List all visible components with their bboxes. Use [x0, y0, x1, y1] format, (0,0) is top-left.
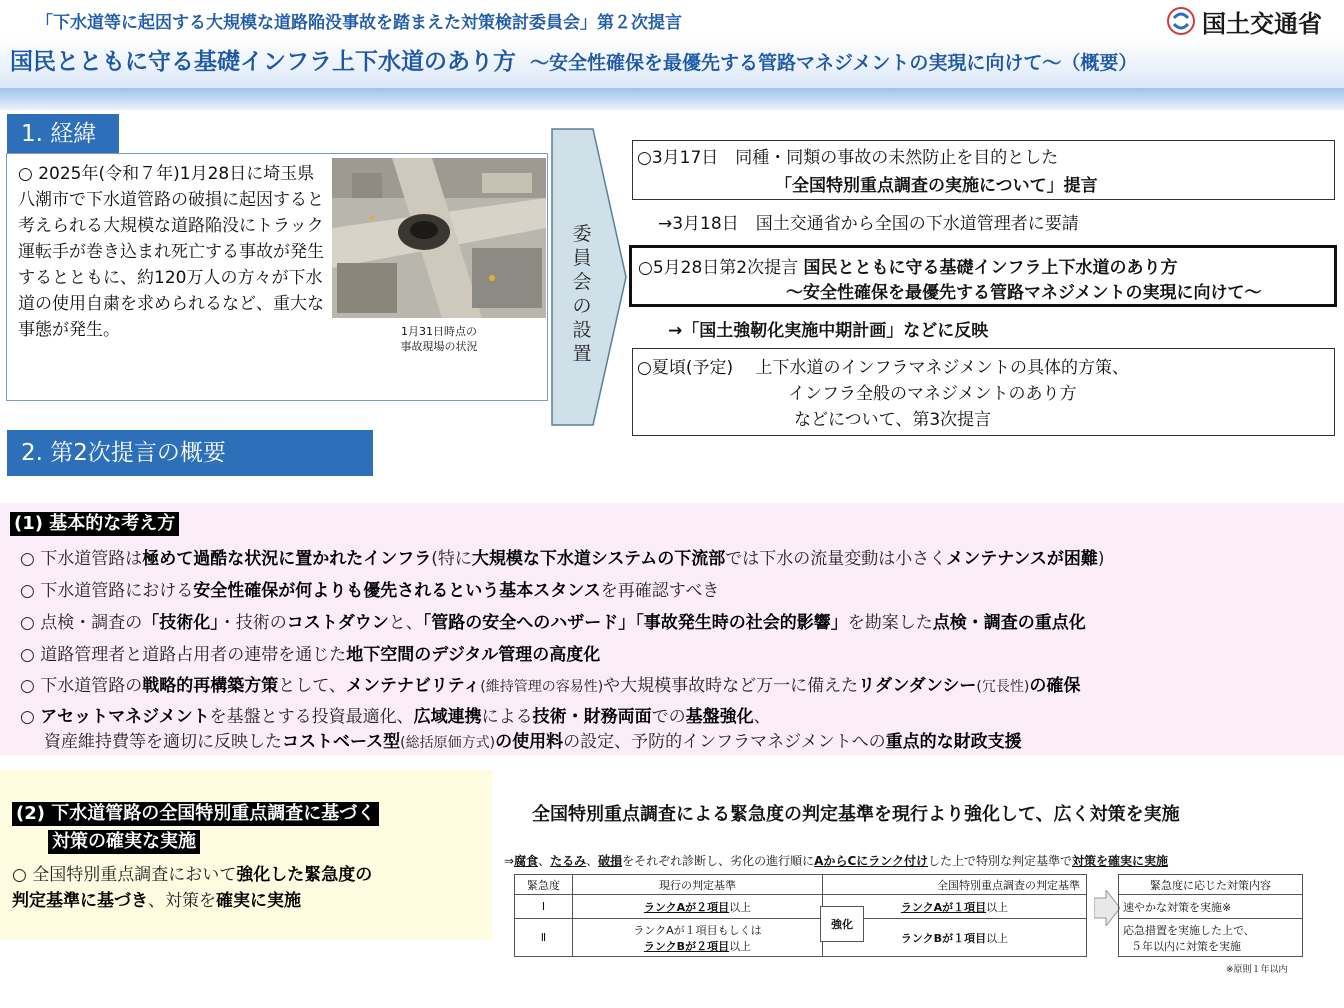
- note-t: ⇒: [504, 854, 515, 868]
- note-u: 腐食: [514, 854, 539, 868]
- p6-b: 基盤強化: [685, 707, 754, 727]
- p4-t: ○ 道路管理者と道路占用者の連帯を通じた: [20, 645, 347, 665]
- p1-b: メンテナンスが困難: [946, 549, 1098, 569]
- principle-3: [20, 608, 1086, 633]
- background-text: ○ 2025年(令和７年)1月28日に埼玉県八潮市で下水道管路の破損に起因すると考えられる大規模な道路陥没にトラック運転手が巻き込まれ死亡する事故が発生するとともに、約120万人の方々が下水道の使用自粛を求められるなど、重大な事態が発生。: [18, 164, 324, 340]
- p7-t: 資産維持費等を適切に反映した: [44, 732, 282, 752]
- p6-t: による: [481, 707, 533, 727]
- r2c-t: 以上: [729, 939, 752, 953]
- p2b-b: 確実に実施: [216, 891, 301, 911]
- result-row2-line2: ５年以内に対策を実施: [1131, 939, 1241, 953]
- principle-6: [20, 702, 771, 727]
- diagnosis-note: [504, 852, 1168, 869]
- note-t: をそれぞれ診断し、劣化の進行順に: [622, 854, 815, 868]
- p7-b: の使用料: [495, 732, 564, 752]
- note-t: 、: [538, 854, 551, 868]
- p3-b: 「管路の安全へのハザード」「事故発生時の社会的影響」: [422, 613, 848, 633]
- p3-b: 「技術化」: [142, 613, 219, 633]
- document-subtitle: 「下水道等に起因する大規模な道路陥没事故を踏まえた対策検討委員会」第２次提言: [36, 13, 682, 33]
- note-t: 、: [586, 854, 599, 868]
- r2c-line2: [575, 938, 820, 954]
- r2c-line1: ランクAが１項目もしくは: [633, 923, 762, 937]
- p1-t: ○ 下水道管路は: [20, 549, 143, 569]
- note-u: 破損: [598, 854, 623, 868]
- criteria-title: 全国特別重点調査による緊急度の判定基準を現行より強化して、広く対策を実施: [532, 804, 1180, 825]
- p3-b: 点検・調査の重点化: [932, 613, 1086, 633]
- p6-b: アセットマネジメント: [40, 707, 210, 727]
- result-arrow-icon: [1094, 890, 1120, 926]
- footnote: ※原則１年以内: [1226, 965, 1288, 975]
- p6-t: 、: [753, 707, 771, 727]
- p2-t: ○ 下水道管路における: [20, 581, 194, 601]
- timeline-summer-line2: インフラ全般のマネジメントのあり方: [788, 384, 1077, 404]
- p2b-t: ○ 全国特別重点調査において: [12, 865, 237, 885]
- p2b-b: 強化した緊急度の: [236, 865, 373, 885]
- th-new: 全国特別重点調査の判定基準: [823, 875, 1087, 895]
- timeline-may-subtitle: ～安全性確保を最優先する管路マネジメントの実現に向けて～: [786, 283, 1262, 303]
- principle-6-cont: [44, 727, 1022, 752]
- title-main: 国民とともに守る基礎インフラ上下水道のあり方: [10, 49, 516, 75]
- part1-heading: (1) 基本的な考え方: [10, 512, 179, 536]
- part2-heading-line1: (2) 下水道管路の全国特別重点調査に基づく: [12, 802, 379, 826]
- timeline-march18: →3月18日 国土交通省から全国の下水道管理者に要請: [658, 214, 1079, 234]
- r1n-t: 以上: [986, 900, 1009, 914]
- result-table: [1118, 874, 1303, 957]
- p1-t: (特に: [431, 549, 472, 569]
- note-t: した上で特別な判定基準で: [928, 854, 1073, 868]
- result-header: 緊急度に応じた対策内容: [1119, 875, 1303, 895]
- part2-heading-line2: 対策の確実な実施: [48, 830, 200, 854]
- note-u: AからCにランク付け: [814, 854, 929, 868]
- r1c-b: ランクAが２項目: [643, 900, 730, 914]
- committee-label: 委員会の設置: [572, 223, 592, 365]
- result-row2: [1119, 919, 1303, 957]
- r2n-b: ランクBが１項目: [900, 931, 987, 945]
- principle-5: [20, 671, 1080, 696]
- r1c-t: 以上: [729, 900, 752, 914]
- section2-heading: 2. 第2次提言の概要: [7, 430, 373, 476]
- note-u: たるみ: [550, 854, 587, 868]
- part2-body: [12, 862, 482, 914]
- p5-t: として、: [278, 676, 346, 696]
- logo-text: 国土交通省: [1202, 9, 1322, 38]
- photo-caption-line1: 1月31日時点の: [401, 325, 477, 338]
- p3-t: を勘案した: [847, 613, 933, 633]
- p2-t: を再確認すべき: [600, 581, 720, 601]
- r1n-b: ランクAが１項目: [900, 900, 987, 914]
- page-title: [10, 43, 1137, 76]
- p1-t: ): [1097, 549, 1105, 569]
- criteria-table: [514, 874, 1087, 957]
- th-urgency: 緊急度: [515, 875, 573, 895]
- p3-t: と、: [388, 613, 423, 633]
- p3-t: ○ 点検・調査の: [20, 613, 143, 633]
- p7-b: 重点的な財政支援: [885, 732, 1022, 752]
- strengthen-label: 強化: [820, 906, 864, 942]
- r2c-b: ランクBが２項目: [643, 939, 730, 953]
- p5-t: や大規模事故時など万一に備えた: [603, 676, 859, 696]
- title-sub: ～安全性確保を最優先する管路マネジメントの実現に向けて～（概要）: [530, 52, 1138, 74]
- p6-t: を基盤とする投資最適化、: [209, 707, 414, 727]
- mlit-logo: [1166, 4, 1322, 38]
- p5-b: メンテナビリティ: [345, 676, 481, 696]
- p1-b: 大規模な下水道システムの下流部: [471, 549, 726, 569]
- p1-t: では下水の流量変動は小さく: [725, 549, 947, 569]
- timeline-may-follow: →「国土強靭化実施中期計画」などに反映: [668, 321, 989, 341]
- photo-caption: [332, 324, 546, 354]
- timeline-march-line1: ○3月17日 同種・同類の事故の未然防止を目的とした: [637, 148, 1059, 168]
- p5-b: 戦略的再構築方策: [142, 676, 279, 696]
- p6-t: での: [651, 707, 686, 727]
- principle-1: [20, 544, 1104, 569]
- p3-b: コストダウン: [286, 613, 389, 633]
- result-row2-line1: 応急措置を実施した上で、: [1123, 923, 1255, 937]
- principle-4: [20, 640, 600, 665]
- p5-t: ○ 下水道管路の: [20, 676, 143, 696]
- p5-s: (維持管理の容易性): [480, 679, 604, 695]
- row1-current: [573, 895, 823, 919]
- timeline-may-line1: [638, 253, 1178, 278]
- row1-level: Ⅰ: [515, 895, 573, 919]
- p5-s: (冗長性): [976, 679, 1030, 695]
- p6-t: ○: [20, 707, 41, 727]
- timeline-may-date: ○5月28日第2次提言: [638, 258, 799, 278]
- principle-2: [20, 576, 719, 601]
- timeline-summer-line3: などについて、第3次提言: [794, 410, 992, 430]
- p6-b: 広域連携: [413, 707, 482, 727]
- photo-caption-line2: 事故現場の状況: [400, 340, 478, 353]
- p4-b: 地下空間のデジタル管理の高度化: [346, 645, 601, 665]
- p2b-t: 、対策を: [148, 891, 216, 911]
- header-rule: [0, 88, 1344, 110]
- row2-level: Ⅱ: [515, 919, 573, 957]
- p6-b: 技術・財務両面: [532, 707, 652, 727]
- p7-b: コストベース型: [282, 732, 401, 752]
- p7-t: の設定、予防的インフラマネジメントへの: [563, 732, 886, 752]
- p5-b: リダンダンシー: [858, 676, 977, 696]
- note-u: 対策を確実に実施: [1072, 854, 1169, 868]
- p7-s: (総括原価方式): [400, 735, 496, 751]
- r2n-t: 以上: [986, 931, 1009, 945]
- p2b-b: 判定基準に基づき: [12, 891, 148, 911]
- result-row1: 速やかな対策を実施※: [1119, 895, 1303, 919]
- p1-b: 極めて過酷な状況に置かれたインフラ: [142, 549, 432, 569]
- timeline-march-line2: 「全国特別重点調査の実施について」提言: [775, 176, 1098, 196]
- part2-panel: [0, 770, 492, 940]
- timeline-may-title: 国民とともに守る基礎インフラ上下水道のあり方: [803, 258, 1178, 278]
- section1-heading: 1. 経緯: [7, 114, 119, 154]
- timeline-summer-line1: ○夏頃(予定) 上下水道のインフラマネジメントの具体的方策、: [637, 358, 1129, 378]
- p3-t: ・技術の: [218, 613, 287, 633]
- p2-b: 安全性確保が何よりも優先されるという基本スタンス: [193, 581, 601, 601]
- th-current: 現行の判定基準: [573, 875, 823, 895]
- row2-current: [573, 919, 823, 957]
- accident-site-photo: [332, 158, 546, 318]
- mlit-emblem-icon: [1166, 6, 1196, 36]
- p5-b: の確保: [1029, 676, 1081, 696]
